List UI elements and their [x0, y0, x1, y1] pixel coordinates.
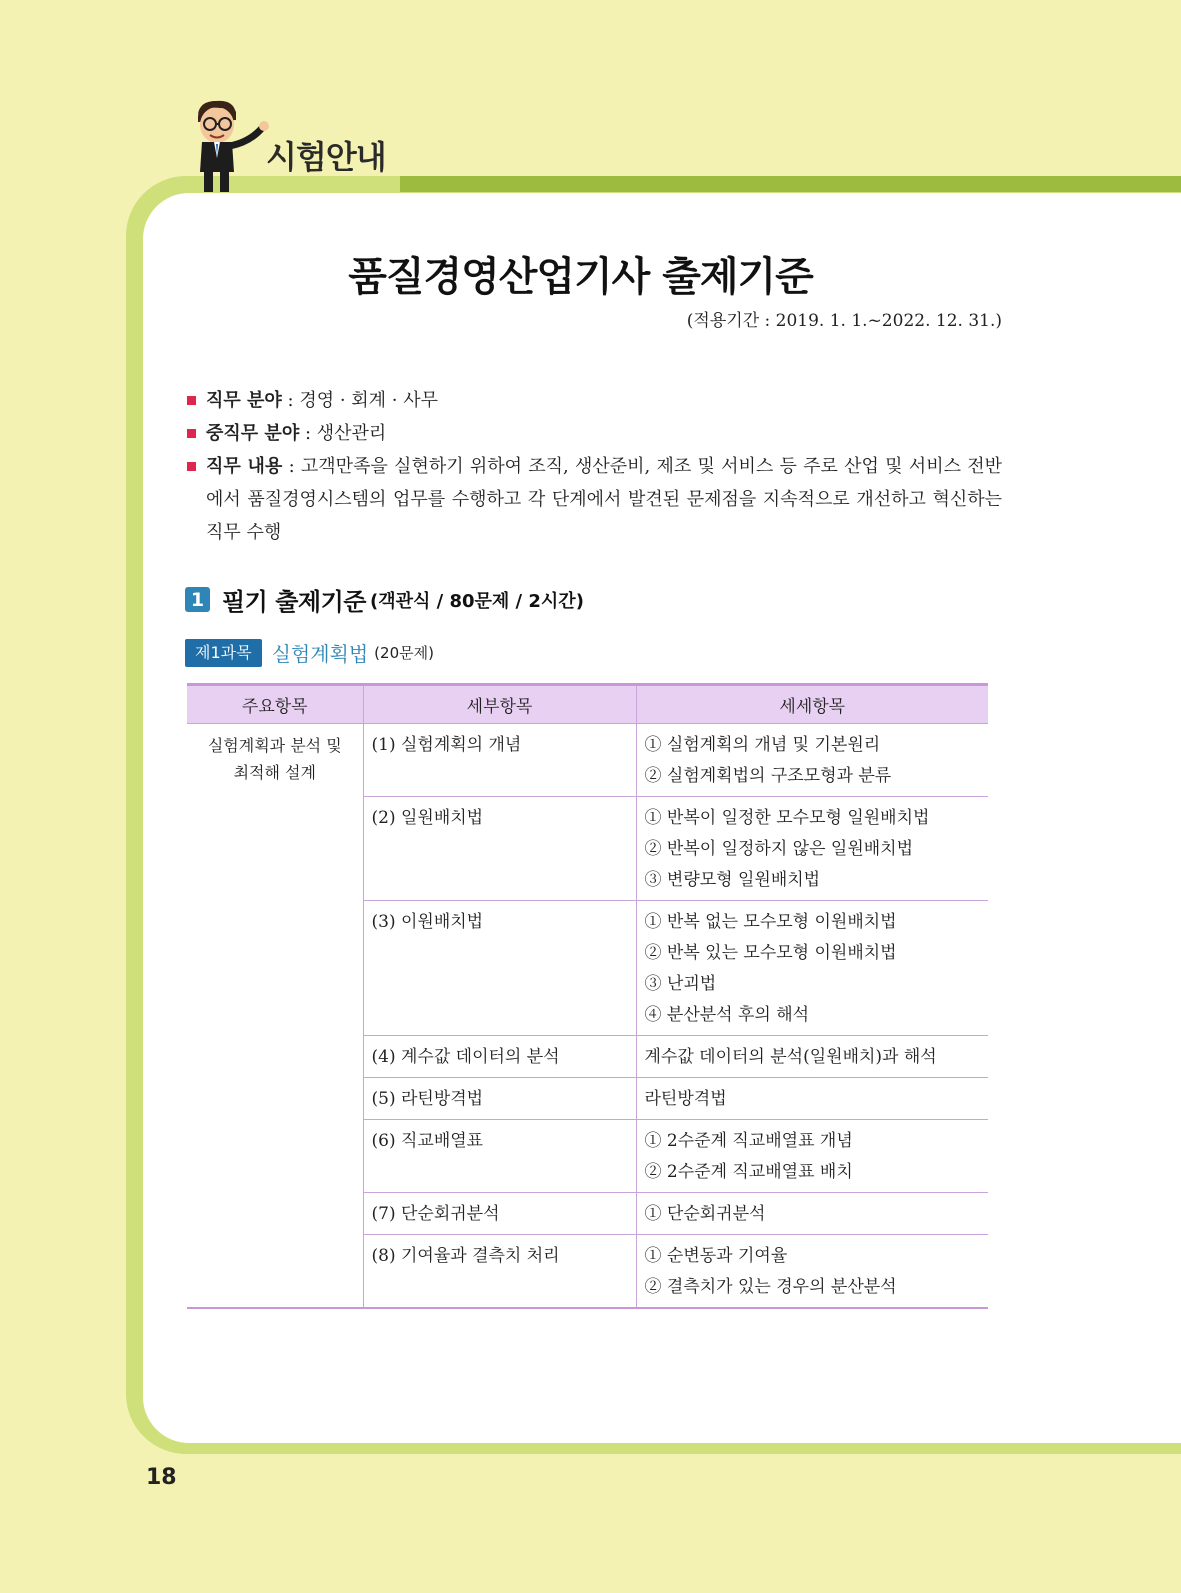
column-header: 세세항목 [636, 685, 988, 724]
major-item-cell: 실험계획과 분석 및 최적해 설계 [187, 724, 363, 1309]
sub-items-cell [636, 1036, 988, 1078]
detail-item-cell: (8) 기여율과 결측치 처리 [363, 1235, 636, 1309]
sub-item: ① 반복이 일정한 모수모형 일원배치법 [644, 808, 930, 828]
sub-item: ② 결측치가 있는 경우의 분산분석 [644, 1277, 897, 1297]
list-item [187, 384, 1002, 417]
subject-badge: 제1과목 [185, 639, 262, 667]
detail-item-cell: (4) 계수값 데이터의 분석 [363, 1036, 636, 1078]
sub-item: ④ 분산분석 후의 해석 [644, 1005, 810, 1025]
sub-item: ① 실험계획의 개념 및 기본원리 [644, 735, 881, 755]
header-title: 시험안내 [266, 138, 386, 176]
info-value: : 생산관리 [299, 423, 387, 444]
info-label: 직무 분야 [206, 390, 282, 411]
sub-item: ① 단순회귀분석 [644, 1204, 766, 1224]
sub-item: ① 순변동과 기여율 [644, 1246, 788, 1266]
application-period: (적용기간 : 2019. 1. 1.~2022. 12. 31.) [686, 311, 1002, 331]
sub-items-cell [636, 724, 988, 797]
job-info-list [187, 384, 1002, 549]
header-rule [400, 176, 1181, 192]
detail-item-cell: (2) 일원배치법 [363, 797, 636, 901]
detail-item-cell: (5) 라틴방격법 [363, 1078, 636, 1120]
sub-item: ② 실험계획법의 구조모형과 분류 [644, 766, 892, 786]
detail-item-cell: (6) 직교배열표 [363, 1120, 636, 1193]
info-label: 직무 내용 [206, 456, 283, 477]
table-header-row [187, 685, 988, 724]
detail-item-cell: (3) 이원배치법 [363, 901, 636, 1036]
bullet-square-icon [187, 429, 196, 438]
info-value: : 경영 · 회계 · 사무 [281, 390, 438, 411]
subject-name: 실험계획법 [271, 642, 369, 666]
subject-heading [185, 638, 434, 667]
sub-item: ② 반복 있는 모수모형 이원배치법 [644, 943, 897, 963]
sub-items-cell [636, 1193, 988, 1235]
section-subtitle: (객관식 / 80문제 / 2시간) [369, 590, 584, 612]
sub-item: ③ 난괴법 [644, 974, 717, 994]
list-item [187, 450, 1002, 549]
sub-items-cell [636, 797, 988, 901]
section-number: 1 [185, 587, 210, 612]
section-heading [185, 582, 584, 617]
sub-item: ② 2수준계 직교배열표 배치 [644, 1162, 853, 1182]
sub-items-cell [636, 1235, 988, 1309]
list-item [187, 417, 1002, 450]
detail-item-cell: (1) 실험계획의 개념 [363, 724, 636, 797]
sub-items-cell [636, 901, 988, 1036]
info-value: : 고객만족을 실현하기 위하여 조직, 생산준비, 제조 및 서비스 등 주로 산업 및 서비스 전반에서 품질경영시스템의 업무를 수행하고 각 단계에서 발견된 문제점을 지속적으로 개선하고 혁신하는 직무 수행 [206, 456, 1002, 543]
bullet-square-icon [187, 462, 196, 471]
sub-item: ③ 변량모형 일원배치법 [644, 870, 821, 890]
bullet-square-icon [187, 396, 196, 405]
section-title: 필기 출제기준 [222, 588, 366, 616]
page-number: 18 [146, 1465, 177, 1490]
sub-item: ① 2수준계 직교배열표 개념 [644, 1131, 853, 1151]
sub-item: ② 반복이 일정하지 않은 일원배치법 [644, 839, 914, 859]
sub-items-cell [636, 1078, 988, 1120]
criteria-table [187, 683, 988, 1309]
column-header: 세부항목 [363, 685, 636, 724]
info-label: 중직무 분야 [206, 423, 300, 444]
sub-item: ① 반복 없는 모수모형 이원배치법 [644, 912, 897, 932]
sub-item: 계수값 데이터의 분석(일원배치)과 해석 [644, 1047, 937, 1067]
table-row [187, 724, 988, 797]
page-title: 품질경영산업기사 출제기준 [348, 254, 813, 300]
sub-items-cell [636, 1120, 988, 1193]
subject-count: (20문제) [374, 644, 434, 662]
column-header: 주요항목 [187, 685, 363, 724]
detail-item-cell: (7) 단순회귀분석 [363, 1193, 636, 1235]
sub-item: 라틴방격법 [644, 1089, 727, 1109]
